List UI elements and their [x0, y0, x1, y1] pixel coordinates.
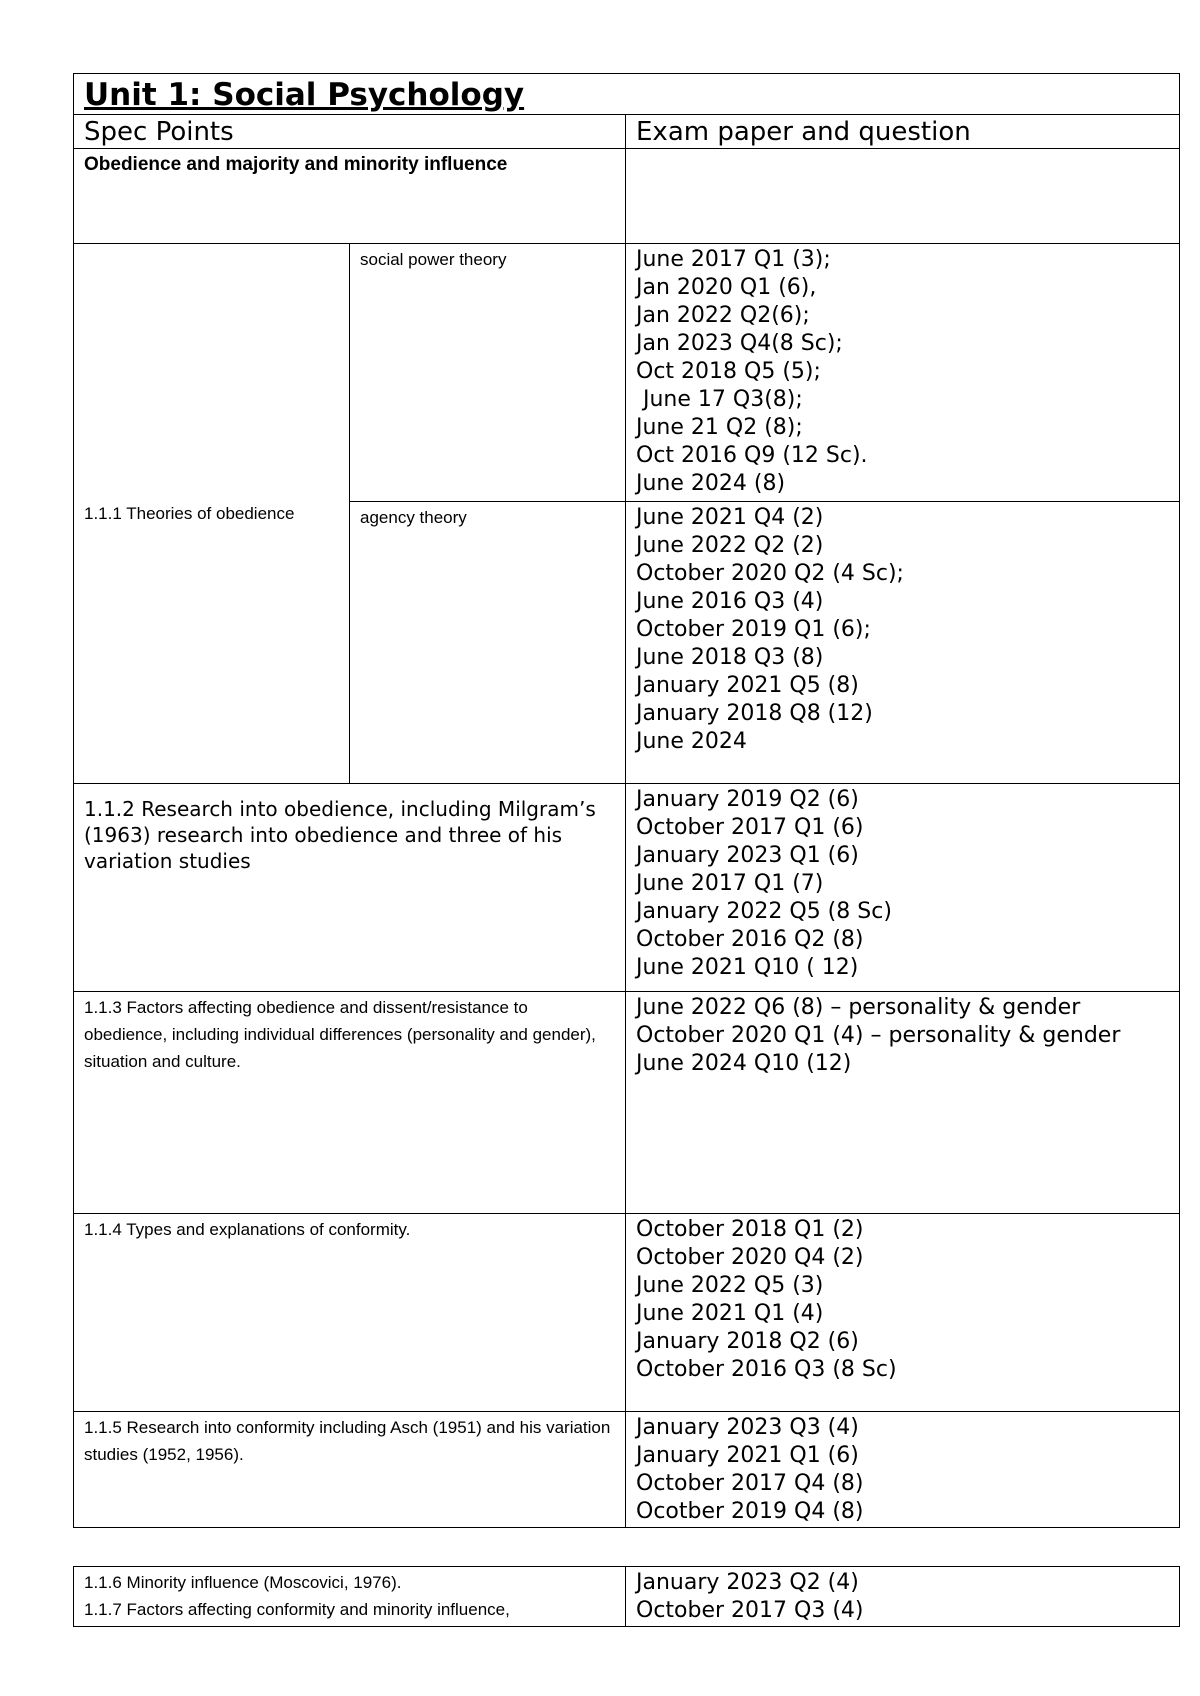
exam-line: June 2024: [636, 729, 747, 754]
exam-line: Jan 2020 Q1 (6),: [636, 275, 817, 300]
exam-line: June 2022 Q6 (8) – personality & gender: [636, 995, 1081, 1020]
exam-line: January 2021 Q1 (6): [636, 1443, 859, 1468]
section-exam-cell: [626, 149, 1180, 244]
exam-line: October 2020 Q1 (4) – personality & gender: [636, 1023, 1121, 1048]
exam-line: October 2018 Q1 (2): [636, 1217, 864, 1242]
exam-line: June 17 Q3(8);: [636, 387, 803, 412]
exams-1-1-2: [626, 784, 1180, 992]
exam-line: October 2019 Q1 (6);: [636, 617, 871, 642]
exam-line: January 2023 Q2 (4): [636, 1570, 859, 1595]
spec-1-1-3: 1.1.3 Factors affecting obedience and dissent/resistance to obedience, including individual differences (personality and gender), situation and culture.: [74, 992, 626, 1214]
page-title: Unit 1: Social Psychology: [74, 74, 1180, 115]
exam-line: January 2018 Q2 (6): [636, 1329, 859, 1354]
exam-line: June 2018 Q3 (8): [636, 645, 824, 670]
exam-line: June 2016 Q3 (4): [636, 589, 824, 614]
exam-line: January 2021 Q5 (8): [636, 673, 859, 698]
exam-line: Jan 2022 Q2(6);: [636, 303, 810, 328]
section-heading: Obedience and majority and minority influence: [74, 149, 626, 244]
exam-line: January 2023 Q3 (4): [636, 1415, 859, 1440]
spec-table: [73, 73, 1180, 1528]
exam-line: June 2017 Q1 (3);: [636, 247, 831, 272]
spec-1-1-1: 1.1.1 Theories of obedience: [74, 244, 350, 784]
exam-line: June 2021 Q4 (2): [636, 505, 824, 530]
exam-line: June 2024 Q10 (12): [636, 1051, 852, 1076]
exam-line: Oct 2018 Q5 (5);: [636, 359, 821, 384]
exam-line: Oct 2016 Q9 (12 Sc).: [636, 443, 868, 468]
exam-line: June 2024 (8): [636, 471, 786, 496]
exam-line: January 2023 Q1 (6): [636, 843, 859, 868]
exam-line: January 2022 Q5 (8 Sc): [636, 899, 892, 924]
exam-line: October 2016 Q3 (8 Sc): [636, 1357, 897, 1382]
exam-line: June 2022 Q5 (3): [636, 1273, 824, 1298]
exam-line: June 21 Q2 (8);: [636, 415, 803, 440]
exam-line: October 2017 Q4 (8): [636, 1471, 864, 1496]
exam-line: October 2020 Q2 (4 Sc);: [636, 561, 904, 586]
exam-line: June 2021 Q10 ( 12): [636, 955, 859, 980]
exam-line: June 2017 Q1 (7): [636, 871, 824, 896]
spec-line: 1.1.7 Factors affecting conformity and minority influence,: [84, 1600, 510, 1619]
spec-1-1-5: 1.1.5 Research into conformity including Asch (1951) and his variation studies (1952, 1956).: [74, 1412, 626, 1528]
exams-1-1-3: [626, 992, 1180, 1214]
exam-line: October 2016 Q2 (8): [636, 927, 864, 952]
exams-1-1-4: [626, 1214, 1180, 1412]
spec-table-continued: [73, 1566, 1180, 1627]
spec-1-1-2: 1.1.2 Research into obedience, including Milgram’s (1963) research into obedience and three of his variation studies: [74, 784, 626, 992]
exam-line: June 2021 Q1 (4): [636, 1301, 824, 1326]
exam-line: Jan 2023 Q4(8 Sc);: [636, 331, 843, 356]
agency-exams: [626, 502, 1180, 784]
agency-theory-label: agency theory: [350, 502, 626, 784]
exam-line: October 2017 Q3 (4): [636, 1598, 864, 1623]
social-power-theory-label: social power theory: [350, 244, 626, 502]
spec-1-1-6-and-1-1-7: [74, 1567, 626, 1627]
exam-line: October 2020 Q4 (2): [636, 1245, 864, 1270]
social-power-exams: [626, 244, 1180, 502]
exam-header: Exam paper and question: [626, 115, 1180, 149]
spec-1-1-4: 1.1.4 Types and explanations of conformity.: [74, 1214, 626, 1412]
spec-line: 1.1.6 Minority influence (Moscovici, 1976).: [84, 1573, 402, 1592]
exam-line: January 2019 Q2 (6): [636, 787, 859, 812]
exams-1-1-6: [626, 1567, 1180, 1627]
exam-line: January 2018 Q8 (12): [636, 701, 873, 726]
spec-points-header: Spec Points: [74, 115, 626, 149]
exam-line: June 2022 Q2 (2): [636, 533, 824, 558]
exam-line: October 2017 Q1 (6): [636, 815, 864, 840]
exam-line: Ocotber 2019 Q4 (8): [636, 1499, 864, 1524]
exams-1-1-5: [626, 1412, 1180, 1528]
